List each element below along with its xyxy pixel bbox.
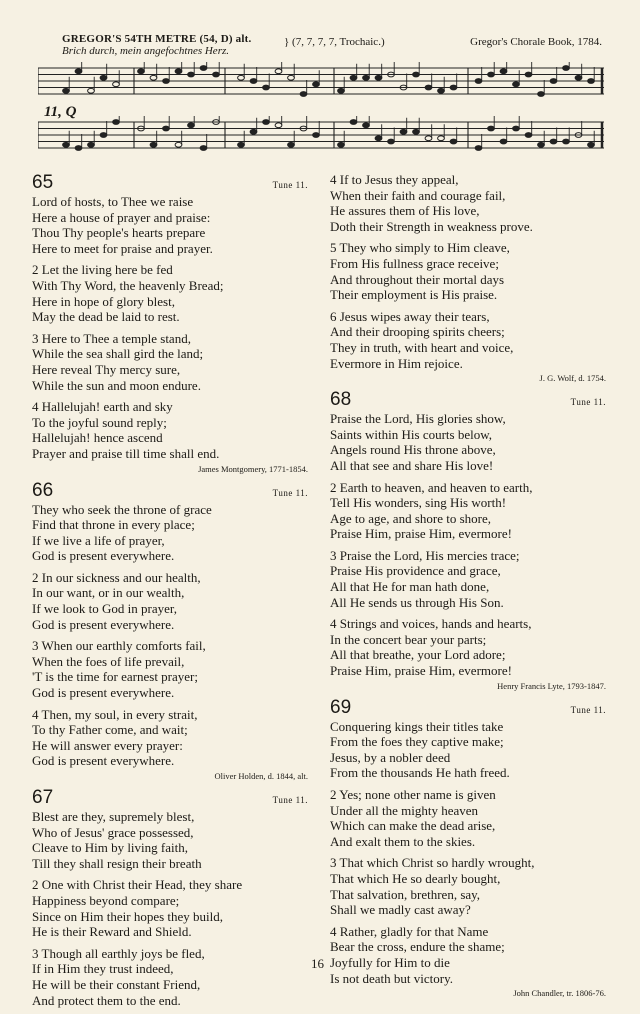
hymn-heading [330,697,606,719]
author-attribution: Henry Francis Lyte, 1793-1847. [497,680,606,691]
note-head [513,126,520,131]
note-head [113,120,120,125]
stanza [330,855,606,917]
verse-line: To thy Father come, and wait; [32,722,188,738]
stanza [32,502,308,564]
tune-reference: Tune 11. [272,795,308,805]
verse-line: They in truth, with heart and voice, [330,339,514,355]
verse-line: With Thy Word, the heavenly Bread; [32,277,224,293]
verse-line: He is their Reward and Shield. [32,924,192,940]
note-head [425,136,432,141]
verse-line: From the foes they captive make; [330,734,504,750]
stanza [330,924,606,986]
stanza [330,172,606,234]
verse-line: All that He for man hath done, [330,579,490,595]
hymn-heading [330,389,606,411]
author-attribution: James Montgomery, 1771-1854. [198,463,308,474]
note-head [188,72,195,77]
verse-line: 4 Then, my soul, in every strait, [32,706,198,722]
note-head [525,72,532,77]
verse-line: 2 In our sickness and our health, [32,569,201,585]
note-head [238,75,245,80]
hymn-heading [32,480,308,502]
verse-line: 4 Hallelujah! earth and sky [32,399,173,415]
verse-line: May the dead be laid to rest. [32,309,180,325]
verse-line: Conquering kings their titles take [330,718,504,734]
note-head [313,133,320,138]
left-column [32,172,308,1014]
verse-line: Praise Him, praise Him, evermore! [330,663,512,679]
note-head [263,120,270,125]
verse-line: 4 Rather, gladly for that Name [330,923,489,939]
note-head [413,72,420,77]
verse-line: In the concert bear your parts; [330,631,487,647]
verse-line: Their employment is His praise. [330,287,498,303]
hymn-number: 65 [32,172,54,193]
note-head [388,139,395,144]
verse-line: When their faith and courage fail, [330,187,506,203]
stanza [32,399,308,461]
stanza [32,707,308,769]
verse-line: And exalt them to the skies. [330,833,476,849]
verse-line: Saints within His courts below, [330,426,493,442]
note-head [525,133,532,138]
hymn-67 [32,787,308,1008]
note-head [75,146,82,151]
note-head [588,142,595,147]
verse-line: Joyfully for Him to die [330,954,450,970]
stanza [330,309,606,371]
verse-line: While the sun and moon endure. [32,377,201,393]
note-head [338,142,345,147]
music-staff-2 [38,116,604,162]
stanza [330,411,606,473]
verse-line: Since on Him their hopes they build, [32,908,224,924]
note-head [338,88,345,93]
tune-subtitle: Brich durch, mein angefochtnes Herz. [62,45,230,57]
right-column [330,172,606,1004]
note-head [375,75,382,80]
note-head [500,139,507,144]
note-head [63,142,70,147]
verse-line: 3 Here to Thee a temple stand, [32,330,191,346]
verse-line: Prayer and praise till time shall end. [32,445,220,461]
page-number: 16 [311,956,324,971]
music-staff-system-1 [38,62,604,106]
note-head [175,69,182,74]
verse-line: If we look to God in prayer, [32,601,177,617]
hymn-66 [32,480,308,782]
verse-line: Age to age, and shore to shore, [330,510,492,526]
verse-line: He will answer every prayer: [32,737,183,753]
verse-line: Till they shall resign their breath [32,855,202,871]
hymn-number: 67 [32,787,54,808]
note-head [88,142,95,147]
author-attribution: J. G. Wolf, d. 1754. [539,373,606,384]
note-head [113,82,120,87]
verse-line: 6 Jesus wipes away their tears, [330,308,490,324]
verse-line: Under all the mighty heaven [330,802,479,818]
verse-line: When the foes of life prevail, [32,653,185,669]
note-head [475,79,482,84]
verse-line: While the sea shall gird the land; [32,346,204,362]
verse-line: They who seek the throne of grace [32,501,212,517]
tune-reference: Tune 11. [570,397,606,408]
note-head [75,69,82,74]
verse-line: In our want, or in our wealth, [32,585,185,601]
note-head [488,126,495,131]
note-head [363,75,370,80]
verse-line: Praise the Lord, His glories show, [330,411,506,427]
tune-title: GREGOR'S 54TH METRE (54, D) alt. [62,33,252,45]
note-head [275,69,282,74]
verse-line: All that breathe, your Lord adore; [330,647,506,663]
verse-line: Is not death but victory. [330,970,453,986]
verse-line: And their drooping spirits cheers; [330,324,505,340]
verse-line: He assures them of His love, [330,203,480,219]
note-head [475,146,482,151]
verse-line: Find that throne in every place; [32,517,195,533]
note-head [163,79,170,84]
verse-line: 3 When our earthly comforts fail, [32,638,206,654]
verse-line: 3 That which Christ so hardly wrought, [330,855,535,871]
verse-line: Jesus, by a nobler deed [330,749,451,765]
verse-line: Here in hope of glory blest, [32,293,175,309]
note-head [400,129,407,134]
note-head [538,142,545,147]
verse-line: All that see and share His love! [330,457,494,473]
verse-line: And throughout their mortal days [330,271,505,287]
hymn-number: 69 [330,696,352,718]
note-head [350,120,357,125]
verse-line: All He sends us through His Son. [330,594,504,610]
tune-reference: Tune 11. [272,180,308,190]
note-head [375,136,382,141]
verse-line: Shall we madly cast away? [330,902,471,918]
stanza [330,719,606,781]
verse-line: Tell His wonders, sing His worth! [330,495,507,511]
tune-reference: Tune 11. [570,704,606,715]
verse-line: 4 If to Jesus they appeal, [330,172,459,187]
note-head [200,146,207,151]
note-head [213,72,220,77]
verse-line: Praise His providence and grace, [330,563,501,579]
note-head [313,82,320,87]
tune-label: 11, Q [44,104,77,120]
verse-line: Hallelujah! hence ascend [32,430,163,446]
stanza [330,480,606,542]
stanza [330,548,606,610]
tune-source: Gregor's Chorale Book, 1784. [470,36,602,48]
stanza [32,331,308,393]
hymn-heading [32,787,308,809]
verse-line: 5 They who simply to Him cleave, [330,240,510,256]
author-attribution: Oliver Holden, d. 1844, alt. [214,771,308,781]
verse-line: 4 Strings and voices, hands and hearts, [330,616,532,632]
verse-line: 3 Though all earthly joys be fled, [32,945,205,961]
hymn-65 [32,172,308,474]
note-head [438,136,445,141]
verse-line: If in Him they trust indeed, [32,961,174,977]
verse-line: From His fullness grace receive; [330,255,499,271]
verse-line: God is present everywhere. [32,753,175,769]
verse-line: Praise Him, praise Him, evermore! [330,526,512,542]
tune-reference: Tune 11. [272,487,308,498]
note-head [288,142,295,147]
note-head [200,66,207,71]
verse-line: Lord of hosts, to Thee we raise [32,194,194,209]
note-head [250,129,257,134]
note-head [238,142,245,147]
stanza [330,616,606,678]
note-head [100,133,107,138]
note-head [350,75,357,80]
note-head [538,92,545,97]
hymn-number: 68 [330,389,352,411]
verse-line: Here a house of prayer and praise: [32,209,211,225]
verse-line: He will be their constant Friend, [32,976,201,992]
hymn-69 [330,697,606,999]
verse-line: From the thousands He hath freed. [330,765,510,781]
stanza [32,194,308,256]
stanza [32,638,308,700]
note-head [450,85,457,90]
note-head [188,123,195,128]
verse-line: 2 Earth to heaven, and heaven to earth, [330,479,533,495]
note-head [150,75,157,80]
stanza [32,809,308,871]
note-head [425,85,432,90]
verse-line: 'T is the time for earnest prayer; [32,669,198,685]
note-head [575,75,582,80]
music-staff-1 [38,62,604,106]
note-head [500,69,507,74]
note-head [550,139,557,144]
note-head [588,79,595,84]
note-head [513,82,520,87]
verse-line: Cleave to Him by living faith, [32,840,188,856]
hymn-number: 66 [32,479,54,501]
stanza [330,787,606,849]
verse-line: Who of Jesus' grace possessed, [32,824,194,840]
note-head [363,123,370,128]
note-head [275,123,282,128]
hymn-68 [330,389,606,691]
author-attribution: John Chandler, tr. 1806-76. [513,988,606,999]
verse-line: 2 Let the living here be fed [32,262,173,278]
stanza [32,877,308,939]
hymn-tune-header [62,33,602,57]
verse-line: Angels round His throne above, [330,442,496,458]
verse-line: Here reveal Thy mercy sure, [32,361,181,377]
verse-line: To the joyful sound reply; [32,414,167,430]
note-head [100,75,107,80]
note-head [550,79,557,84]
note-head [563,139,570,144]
verse-line: Bear the cross, endure the shame; [330,939,505,955]
verse-line: 2 Yes; none other name is given [330,787,496,802]
note-head [288,75,295,80]
stanza [330,240,606,302]
note-head [438,88,445,93]
hymn-67 [330,172,606,383]
verse-line: If we live a life of prayer, [32,532,165,548]
note-head [563,66,570,71]
verse-line: Blest are they, supremely blest, [32,809,195,824]
music-staff-system-2 [38,116,604,162]
note-head [150,142,157,147]
note-head [63,88,70,93]
note-head [413,129,420,134]
hymn-heading [32,172,308,194]
note-head [300,92,307,97]
tune-title-block [62,33,251,57]
stanza [32,570,308,632]
note-head [88,88,95,93]
verse-line: God is present everywhere. [32,548,175,564]
note-head [250,79,257,84]
tune-meter: } (7, 7, 7, 7, Trochaic.) [284,36,385,48]
verse-line: And protect them to the end. [32,992,181,1008]
note-head [263,85,270,90]
stanza [32,262,308,324]
verse-line: 3 Praise the Lord, His mercies trace; [330,547,520,563]
note-head [488,72,495,77]
verse-line: That which He so dearly bought, [330,870,501,886]
verse-line: God is present everywhere. [32,685,175,701]
verse-line: Happiness beyond compare; [32,892,180,908]
note-head [163,126,170,131]
note-head [450,139,457,144]
verse-line: Here to meet for praise and prayer. [32,240,213,256]
note-head [138,69,145,74]
note-head [175,142,182,147]
verse-line: That salvation, brethren, say, [330,886,481,902]
verse-line: Doth their Strength in weakness prove. [330,218,533,234]
verse-line: Which can make the dead arise, [330,818,496,834]
verse-line: Evermore in Him rejoice. [330,355,463,371]
verse-line: Thou Thy people's hearts prepare [32,225,206,241]
verse-line: 2 One with Christ their Head, they share [32,877,243,893]
verse-line: God is present everywhere. [32,616,175,632]
